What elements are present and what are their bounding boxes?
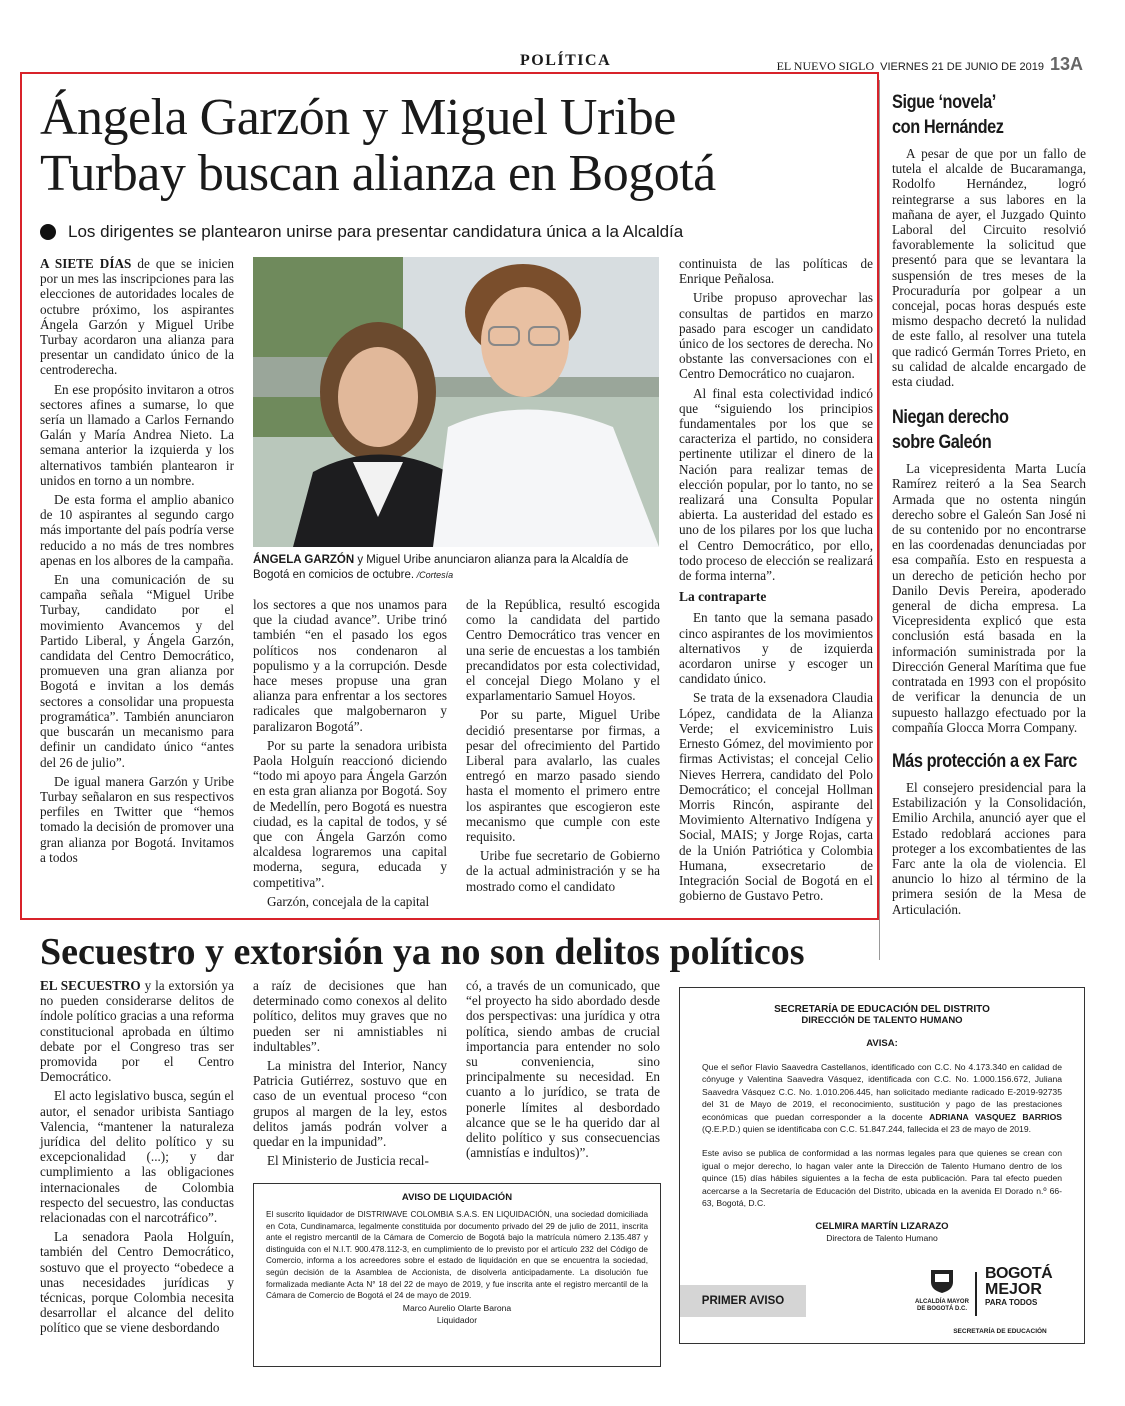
paragraph: continuista de las políticas de Enrique Peñalosa. [679, 256, 873, 287]
paragraph: Al final esta colectividad indicó que “siguiendo los principios fundamentales por los que se caracteriza el partido, no considera pertinente utilizar el dinero de la Nación para realizar temas de elección popular, por lo tanto, no se realizará una Consulta Popular abierta. La austeridad del estado es uno de los pilares por los que lucha el Centro Democrático, por ello, todo proceso de elección se realizará de forma interna”. [679, 385, 873, 584]
bullet-icon [40, 224, 56, 240]
paragraph [40, 978, 234, 1084]
issue-date: VIERNES 21 DE JUNIO DE 2019 [880, 61, 1044, 73]
sidebar-brief [892, 780, 1086, 917]
notice-body: Este aviso se publica de conformidad a las normas legales para que quienes se crean con igual o mejor derecho, lo hagan valer ante la Dirección de Talento Humano dentro de los quince (15) días hábiles siguientes a la fecha de esta publicación. Para tal efecto pueden acercarse a la Secretaría de Educación del Distrito, ubicada en la avenida El Dorado n.º 66-63, Bogotá, D.C. [702, 1148, 1062, 1209]
sidebar-heading: Más protección a ex Farc [892, 750, 1077, 772]
notice-label: AVISA: [866, 1038, 898, 1049]
main-col-1 [40, 256, 234, 869]
logo-divider [975, 1272, 977, 1316]
paragraph: En tanto que la semana pasado cinco aspirantes de los movimientos alternativos y de izquierda acordaron unirse y escoger un candidato único. [679, 610, 873, 687]
paragraph: En ese propósito invitaron a otros sectores afines a sumarse, lo que sería un llamado a Carlos Fernando Galán y María Andrea Nieto. La semana anterior la izquierda y los alternativos también plantearon ir unidos en torno a un nombre. [40, 381, 234, 488]
main-subhead-text: Los dirigentes se plantearon unirse para presentar candidatura única a la Alcaldía [68, 222, 684, 241]
notice-signer: Marco Aurelio Olarte Barona [402, 1302, 512, 1313]
photo-caption [253, 553, 659, 583]
photo-illustration [253, 257, 659, 547]
page-number: 13A [1049, 54, 1083, 74]
paragraph: La senadora Paola Holguín, también del Centro Democrático, sostuvo que el proyecto “obedece a unas necesidades jurídicas y técnicas, porque Colombia necesita desarrollar el alcance del delito político que se viene desbordando [40, 1229, 234, 1336]
article-photo [253, 257, 659, 547]
paragraph: Uribe fue secretario de Gobierno de la actual administración y se ha mostrado como el candidato [466, 848, 660, 894]
para-todos-text: PARA TODOS [985, 1298, 1038, 1307]
sidebar-heading [892, 90, 1059, 140]
section-name: POLÍTICA [520, 52, 612, 69]
paragraph: El consejero presidencial para la Estabilización y la Consolidación, Emilio Archila, anunció ayer que el Estado redoblará acciones para proteger a los excombatientes de las Farc ante la ola de violencia. El anuncio lo hizo al término de la primera sesión de la Mesa de Articulación. [892, 779, 1086, 917]
paragraph: La ministra del Interior, Nancy Patricia Gutiérrez, sostuvo que en caso de un eventual proceso “con grupos al margen de la ley, estos delitos jamás podrán volver a quedar en la impunidad”. [253, 1058, 447, 1150]
paragraph: La vicepresidenta Marta Lucía Ramírez reiteró a la Sea Search Armada que no ostenta ningún derecho sobre el Galeón San José ni de su contenido por no encontrarse en las coordenadas denunciadas por esa compañía. Esto en respuesta a un derecho de petición hecho por Danilo Devis Pereira, apoderado general de dicha empresa. La Vicepresidenta explicó que esta conclusión está basada en la información suministrada por la Dirección General Marítima que fue contratada en 1993 con el propósito de verificar la denuncia de un supuesto hallazgo efectuado por la compañía Glocca Morra Company. [892, 461, 1086, 735]
second-col-2 [253, 978, 447, 1172]
notice-name: ADRIANA VASQUEZ BARRIOS [929, 1111, 1062, 1122]
paragraph: A pesar de que por un fallo de tutela el alcalde de Bucaramanga, Rodolfo Hernández, logró reintegrarse a sus labores en la mañana de ayer, el Juzgado Quinto Laboral del Circuito resolvió favorablemente la solicitud que presentó para que se levantara la suspensión de tres meses de la Procuraduría por golpear a un concejal, pocas horas después este mismo despacho decretó la nulidad de este fallo, al resolver una tutela que radicó Germán Torres Prieto, en su calidad de alcalde encargado de esta ciudad. [892, 146, 1086, 390]
alcaldia-text-2: DE BOGOTÁ D.C. [916, 1306, 967, 1312]
main-col-4 [679, 256, 873, 907]
caption-credit: /Cortesía [414, 570, 454, 580]
secretaria-caption: SECRETARÍA DE EDUCACIÓN [953, 1328, 1047, 1335]
notice-text: (Q.E.P.D.) quien se identificaba con C.C. 51.847.244, fallecida el 23 de mayo de 2019. [702, 1124, 1031, 1135]
paragraph: De esta forma el amplio abanico de 10 aspirantes al segundo cargo más importante del país podría verse reducido a no más de tres nombres apenas en los albores de la campaña. [40, 492, 234, 568]
sidebar-heading-line: con Hernández [892, 117, 1004, 138]
paragraph: Uribe propuso aprovechar las consultas de partidos en marzo pasado para escoger un candidato único de los sectores de derecha. No obstante las conversaciones con el Centro Democrático no cuajaron. [679, 290, 873, 382]
main-col-2 [253, 597, 447, 913]
caption-lead: ÁNGELA GARZÓN [253, 554, 355, 566]
sidebar-heading-line: sobre Galeón [892, 432, 992, 454]
notice-dept: DIRECCIÓN DE TALENTO HUMANO [801, 1015, 963, 1026]
main-col-3 [466, 597, 660, 898]
alcaldia-text-1: ALCALDÍA MAYOR [915, 1299, 969, 1305]
notice-title: AVISO DE LIQUIDACIÓN [401, 1192, 513, 1203]
paragraph-text: y la extorsión ya no pueden considerarse delitos de índole político gracias a una reforma constitucional aprobada en último debate por el Congreso tras ser promovida por el Centro Democrático. [40, 978, 234, 1085]
sidebar-heading [892, 405, 1059, 455]
first-notice-badge: PRIMER AVISO [680, 1285, 806, 1317]
paragraph-text: de que se inicien por un mes las inscripciones para las elecciones de autoridades locales de octubre próximo, los aspirantes Ángela Garzón y Miguel Uribe Turbay acordaron una alianza para presentar un candidato único de la centroderecha. [40, 256, 234, 378]
sidebar-heading-line: Sigue ‘novela’ [892, 92, 996, 113]
lead-words: EL SECUESTRO [40, 978, 141, 993]
paragraph: El acto legislativo busca, según el autor, el senador uribista Santiago Valencia, “mantener la naturaleza jurídica del delito político y su excepcionalidad (...); y dar cumplimiento a las obligaciones internacionales de Colombia respecto del secuestro, las conductas relacionadas con el narcotráfico”. [40, 1088, 234, 1226]
caption-text: y Miguel Uribe anunciaron alianza para la Alcaldía de Bogotá en comicios de octubre. [253, 554, 629, 581]
paragraph: a raíz de decisiones que han determinado como conexos al delito político, delitos muy graves que no pueden ser ni amnistiables ni indultables”. [253, 978, 447, 1054]
paragraph: Garzón, concejala de la capital [267, 893, 430, 909]
second-col-1 [40, 978, 234, 1340]
liquidation-notice [253, 1183, 661, 1367]
sidebar-brief [892, 146, 1086, 389]
lead-words: A SIETE DÍAS [40, 256, 132, 271]
paragraph [40, 256, 234, 378]
notice-role: Directora de Talento Humano [826, 1233, 938, 1244]
notice-org: SECRETARÍA DE EDUCACIÓN DEL DISTRITO [774, 1004, 990, 1015]
paragraph: Se trata de la exsenadora Claudia López, candidata de la Alianza Verde; el exviceministro Luis Ernesto Gómez, del movimiento por firmas Activistas; el concejal Celio Nieves Herrera, candidato del Polo Democrático; el concejal Hollman Morris Rincón, aspirante del Movimiento Alternativo Indígena y Social, MAIS; y Jorge Rojas, carta de la Unión Patriótica y Colombia Humana, exsecretario de Integración Social de Bogotá en el gobierno de Gustavo Petro. [679, 690, 873, 904]
paragraph: los sectores a que nos unamos para que la ciudad avance”. Uribe trinó también “en el pasado los egos políticos nos condenaron al populismo y a la corrupción. Desde hace meses propuse una gran alianza para enfrentar a los sectores radicales que malgobernaron y paralizaron Bogotá”. [253, 597, 447, 734]
alcaldia-logo [912, 1268, 972, 1313]
notice-text: Que el señor Flavio Saavedra Castellanos, identificado con C.C. No 4.173.340 en calidad de cónyuge y Valentina Saavedra Vásquez, identificada con C.C. No. 1.000.156.672, Juliana Saavedra Vásquez C.C. No. 1.010.206.445, han solicitado mediante radicado E-2019-92735 del 31 de Mayo de 2019, el reconocimiento, sustitución y pago de las prestaciones económicas que puedan corresponder a la docente [702, 1062, 1062, 1122]
sidebar-heading-line: Niegan derecho [892, 407, 1009, 429]
coat-of-arms-icon [927, 1268, 957, 1294]
notice-body [702, 1061, 1062, 1135]
bogota-text: BOGOTÁ [985, 1265, 1053, 1282]
second-headline: Secuestro y extorsión ya no son delitos políticos [40, 931, 805, 973]
notice-role: Liquidador [436, 1315, 478, 1326]
notice-body: El suscrito liquidador de DISTRIWAVE COLOMBIA S.A.S. EN LIQUIDACIÓN, una sociedad domiciliada en Cota, Cundinamarca, legalmente constituida por documento privado del 29 de julio de 2011, inscrita ante el registro mercantil de la Cámara de Comercio de Bogotá bajo la matrícula número 2.135.487 y distinguida con el N.I.T. 900.478.112-3, en cumplimiento de lo previsto por el artículo 232 del Código de Comercio, informa a los acreedores sobre el estado de liquidación en que se encuentra la sociedad, según decisión de la Asamblea de Accionista, de disolverla anticipadamente. La disolución fue formalizada mediante Acta N° 18 del 22 de mayo de 2019, y fue inscrita ante el registro mercantil de la Cámara de Comercio de Bogotá el 24 de mayo de 2019. [266, 1210, 648, 1301]
paragraph: En una comunicación de su campaña señala “Miguel Uribe Turbay, candidato por el movimiento Avancemos y del Partido Liberal, y Ángela Garzón, candidata del Centro Democrático, promueven una gran alianza por Bogotá e invitan a los demás sectores a consolidar una propuesta programática”. También anunciaron que buscarán un mecanismo para definir un candidato único “antes del 26 de julio”. [40, 572, 234, 770]
main-headline-line1: Ángela Garzón y Miguel Uribe [40, 89, 676, 146]
main-headline-line2: Turbay buscan alianza en Bogotá [40, 145, 716, 202]
paragraph: Por su parte, Miguel Uribe decidió presentarse por firmas, a pesar del ofrecimiento del Partido Liberal para avalarlo, las cuales entregó en marzo pasado siendo hasta el momento el primero entre los aspirantes que escogieron este mecanismo que cumple con este requisito. [466, 707, 660, 845]
mejor-text: MEJOR [985, 1281, 1042, 1298]
paragraph: Por su parte la senadora uribista Paola Holguín reaccionó diciendo “todo mi apoyo para Ángela Garzón en esta gran alianza por Bogotá. Soy de Medellín, pero Bogotá es nuestra ciudad, es la capital de todos, y sé que con Ángela Garzón como alcaldesa lograremos una capital moderna, segura, educada y competitiva”. [253, 737, 447, 890]
paragraph: de la República, resultó escogida como la candidata del partido Centro Democrático tras vencer en una serie de encuestas a los también precandidatos por esta colectividad, el concejal Diego Molano y el exparlamentario Samuel Hoyos. [466, 597, 660, 704]
sidebar-brief [892, 461, 1086, 735]
paragraph: De igual manera Garzón y Uribe Turbay señalaron en sus respectivos perfiles en Twitter que “hemos tomado la decisión de promover una gran alianza por Bogotá. Invitamos a todos [40, 773, 234, 865]
bogota-mejor-logo [985, 1266, 1075, 1308]
main-headline [40, 90, 860, 202]
second-col-3 [466, 978, 660, 1164]
main-subhead [40, 222, 683, 242]
paragraph: El Ministerio de Justicia recal- [267, 1153, 429, 1169]
col-subheading: La contraparte [679, 589, 767, 605]
column-divider [879, 80, 880, 960]
sidebar [892, 90, 1086, 921]
paragraph: có, a través de un comunicado, que “el proyecto ha sido abordado desde dos perspectivas: una jurídica y otra política, siendo ambas de crucial importancia para entender no solo su conveniencia, sino principalmente su necesidad. En cuanto a lo jurídico, se trata de ponerle límites al desbordado alcance que se le ha querido dar al delito político y sus consecuencias (amnistías e indultos)”. [466, 978, 660, 1161]
newspaper-name: EL NUEVO SIGLO [776, 59, 875, 73]
notice-signer: CELMIRA MARTÍN LIZARAZO [815, 1221, 949, 1233]
